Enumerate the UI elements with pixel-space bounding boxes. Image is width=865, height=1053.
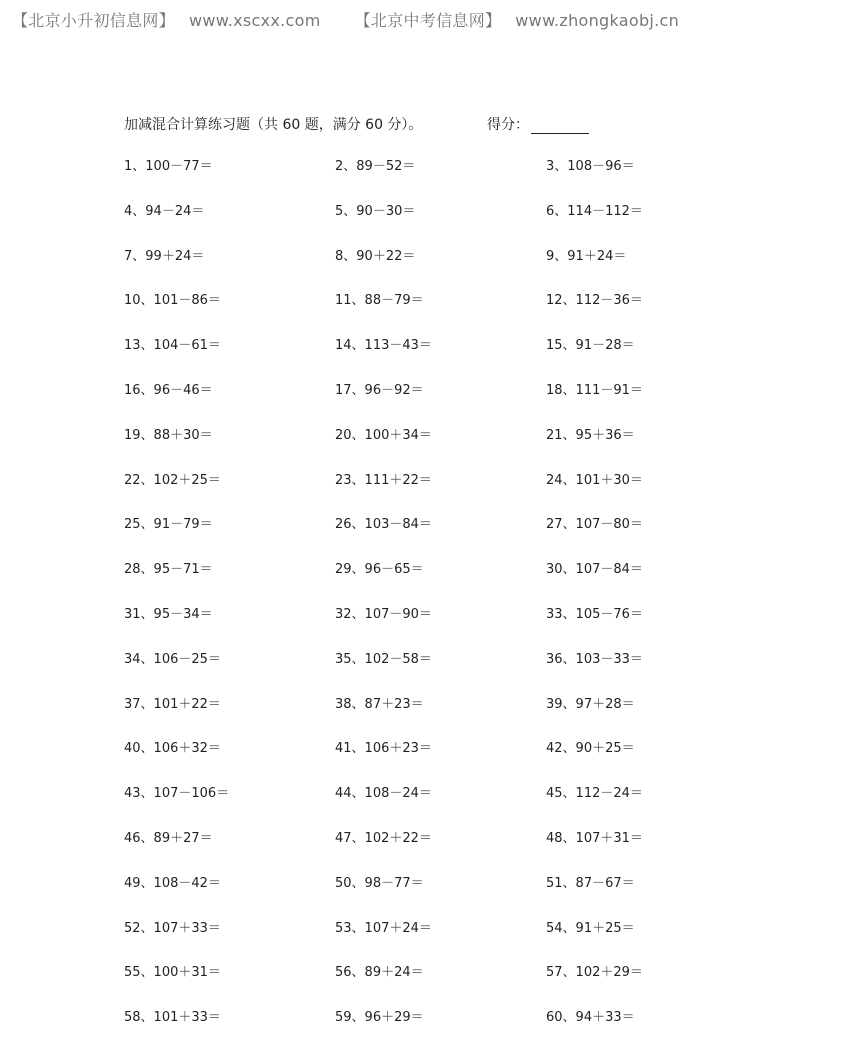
- problem-item: 29、96－65＝: [335, 562, 424, 578]
- problem-row: [124, 963, 764, 1008]
- problem-item: 28、95－71＝: [124, 562, 213, 578]
- problem-row: [124, 919, 764, 964]
- problem-item: 21、95＋36＝: [546, 427, 635, 443]
- problem-item: 36、103－33＝: [546, 651, 643, 667]
- problem-item: 15、91－28＝: [546, 338, 635, 354]
- problem-item: 59、96＋29＝: [335, 1010, 424, 1026]
- site2-url[interactable]: www.zhongkaobj.cn: [515, 11, 680, 30]
- problem-row: [124, 291, 764, 336]
- problem-row: [124, 157, 764, 202]
- problem-row: [124, 650, 764, 695]
- problem-row: [124, 605, 764, 650]
- problem-item: 56、89＋24＝: [335, 965, 424, 981]
- problem-row: [124, 829, 764, 874]
- problem-row: [124, 1008, 764, 1053]
- problem-row: [124, 784, 764, 829]
- site-header: [12, 8, 693, 31]
- problem-item: 24、101＋30＝: [546, 472, 643, 488]
- problem-item: 46、89＋27＝: [124, 830, 213, 846]
- problem-row: [124, 202, 764, 247]
- problem-row: [124, 695, 764, 740]
- problem-row: [124, 336, 764, 381]
- score-field: [487, 114, 589, 134]
- problem-item: 27、107－80＝: [546, 517, 643, 533]
- problem-item: 20、100＋34＝: [335, 427, 432, 443]
- problem-item: 31、95－34＝: [124, 606, 213, 622]
- problem-row: [124, 874, 764, 919]
- problem-item: 6、114－112＝: [546, 203, 643, 219]
- problem-row: [124, 515, 764, 560]
- problem-item: 58、101＋33＝: [124, 1010, 221, 1026]
- problem-item: 30、107－84＝: [546, 562, 643, 578]
- problem-item: 14、113－43＝: [335, 338, 432, 354]
- problem-item: 35、102－58＝: [335, 651, 432, 667]
- problem-item: 10、101－86＝: [124, 293, 221, 309]
- problem-item: 48、107＋31＝: [546, 830, 643, 846]
- problem-item: 34、106－25＝: [124, 651, 221, 667]
- problem-item: 17、96－92＝: [335, 382, 424, 398]
- score-blank[interactable]: [531, 119, 589, 134]
- problem-item: 2、89－52＝: [335, 159, 416, 174]
- problem-item: 60、94＋33＝: [546, 1010, 635, 1026]
- problem-item: 52、107＋33＝: [124, 920, 221, 936]
- problem-item: 8、90＋22＝: [335, 248, 416, 264]
- problem-item: 57、102＋29＝: [546, 965, 643, 981]
- problem-item: 5、90－30＝: [335, 203, 416, 219]
- problem-row: [124, 426, 764, 471]
- problem-row: [124, 381, 764, 426]
- score-label: 得分：: [487, 117, 529, 133]
- problem-item: 54、91＋25＝: [546, 920, 635, 936]
- problem-item: 44、108－24＝: [335, 786, 432, 802]
- site1-name: 【北京小升初信息网】: [12, 11, 176, 30]
- problem-item: 45、112－24＝: [546, 786, 643, 802]
- problem-item: 13、104－61＝: [124, 338, 221, 354]
- problem-item: 19、88＋30＝: [124, 427, 213, 443]
- problem-item: 53、107＋24＝: [335, 920, 432, 936]
- problem-row: [124, 560, 764, 605]
- problem-item: 49、108－42＝: [124, 875, 221, 891]
- problem-item: 32、107－90＝: [335, 606, 432, 622]
- problem-item: 26、103－84＝: [335, 517, 432, 533]
- problem-item: 33、105－76＝: [546, 606, 643, 622]
- worksheet-title: 加减混合计算练习题（共 60 题，满分 60 分）。: [124, 117, 423, 133]
- problem-item: 51、87－67＝: [546, 875, 635, 891]
- problem-item: 18、111－91＝: [546, 382, 643, 398]
- problem-item: 1、100－77＝: [124, 159, 213, 174]
- site2-name: 【北京中考信息网】: [354, 11, 502, 30]
- problem-item: 3、108－96＝: [546, 159, 635, 174]
- problem-item: 40、106＋32＝: [124, 741, 221, 757]
- problem-item: 55、100＋31＝: [124, 965, 221, 981]
- problem-item: 9、91＋24＝: [546, 248, 627, 264]
- problem-row: [124, 471, 764, 516]
- problem-row: [124, 247, 764, 292]
- problem-item: 43、107－106＝: [124, 786, 230, 802]
- problem-item: 42、90＋25＝: [546, 741, 635, 757]
- problem-item: 47、102＋22＝: [335, 830, 432, 846]
- site1-url[interactable]: www.xscxx.com: [189, 11, 321, 30]
- problem-item: 38、87＋23＝: [335, 696, 424, 712]
- problem-item: 23、111＋22＝: [335, 472, 432, 488]
- problem-item: 50、98－77＝: [335, 875, 424, 891]
- problem-item: 41、106＋23＝: [335, 741, 432, 757]
- problem-item: 7、99＋24＝: [124, 248, 205, 264]
- problem-item: 11、88－79＝: [335, 293, 424, 309]
- problem-item: 4、94－24＝: [124, 203, 205, 219]
- problem-row: [124, 739, 764, 784]
- problem-item: 22、102＋25＝: [124, 472, 221, 488]
- problem-item: 16、96－46＝: [124, 382, 213, 398]
- problem-item: 37、101＋22＝: [124, 696, 221, 712]
- problem-grid: [124, 157, 764, 1053]
- problem-item: 39、97＋28＝: [546, 696, 635, 712]
- problem-item: 25、91－79＝: [124, 517, 213, 533]
- problem-item: 12、112－36＝: [546, 293, 643, 309]
